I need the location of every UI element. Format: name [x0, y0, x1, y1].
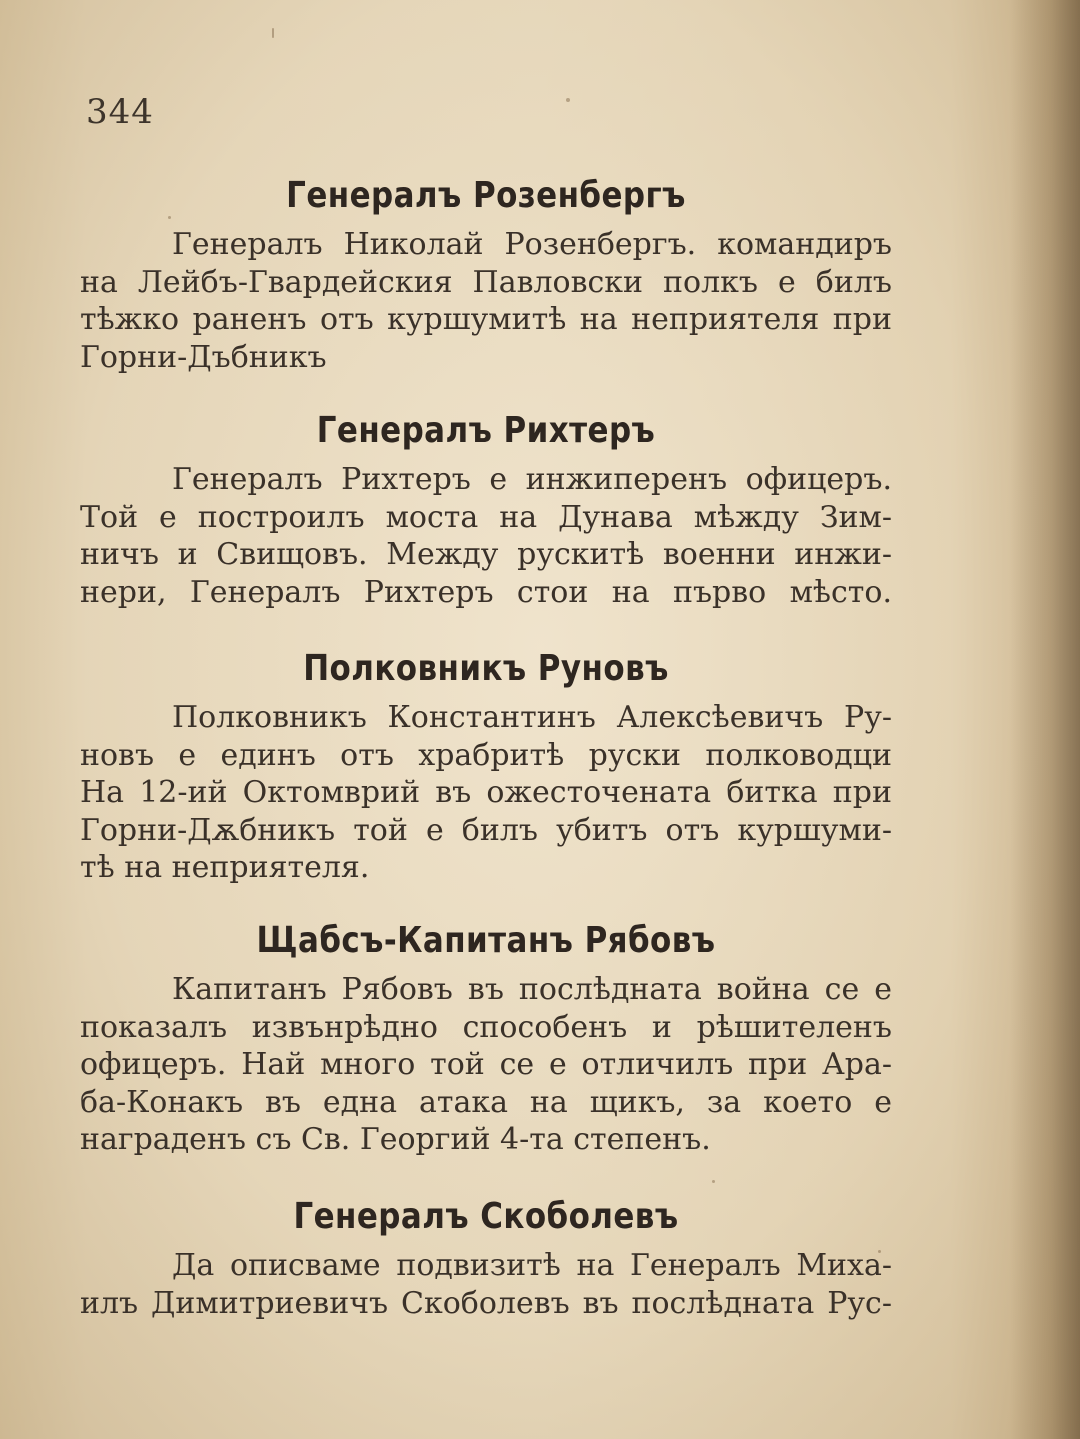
section-skobolev [80, 1196, 892, 1322]
text-line: Той е построилъ моста на Дунава мѣжду Зим- [80, 499, 892, 535]
section-runov [80, 648, 892, 887]
text-line: Горни-Дѫбникъ той е билъ убитъ отъ куршуми- [80, 812, 892, 848]
text-line: новъ е единъ отъ храбритѣ руски полководци [80, 737, 892, 773]
paper-speck [566, 98, 570, 102]
text-line: показалъ извънрѣдно способенъ и рѣшителенъ [80, 1009, 892, 1045]
text-line: офицеръ. Най много той се е отличилъ при Ара- [80, 1047, 892, 1082]
section-body [80, 226, 892, 376]
text-line: тѣжко раненъ отъ куршумитѣ на неприятеля при [80, 302, 892, 337]
page-edge-shadow [1010, 0, 1080, 1439]
section-body [80, 461, 892, 611]
text-line: ничъ и Свищовъ. Между рускитѣ военни инжи- [80, 537, 892, 572]
section-body [80, 699, 892, 887]
text-line: Генералъ Николай Розенбергъ. командиръ [172, 227, 892, 262]
text-line: Горни-Дъбникъ [80, 339, 327, 375]
section-heading: Генералъ Рихтеръ [316, 410, 656, 451]
section-heading: Щабсъ-Капитанъ Рябовъ [256, 920, 716, 961]
text-line: ба-Конакъ въ една атака на щикъ, за което е [80, 1084, 892, 1120]
paper-speck [272, 28, 274, 38]
section-body [80, 1247, 892, 1322]
text-line: илъ Димитриевичъ Скоболевъ въ послѣдната Рус- [80, 1285, 892, 1321]
text-line: на Лейбъ-Гвардейския Павловски полкъ е билъ [80, 264, 892, 300]
page-number: 344 [86, 92, 154, 132]
text-line: Генералъ Рихтеръ е инжиперенъ офицеръ. [172, 462, 892, 497]
section-body [80, 971, 892, 1159]
text-line: Полковникъ Константинъ Алексѣевичъ Ру- [172, 700, 892, 735]
paper-speck [712, 1180, 715, 1183]
section-heading: Генералъ Скоболевъ [293, 1196, 679, 1237]
text-line: награденъ съ Св. Георгий 4-та степенъ. [80, 1122, 711, 1157]
section-rikhter [80, 410, 892, 611]
section-ryabov [80, 920, 892, 1159]
text-line: Да описваме подвизитѣ на Генералъ Миха- [172, 1248, 892, 1283]
text-line: На 12-ий Октомврий въ ожесточената битка при [80, 775, 892, 810]
section-heading: Полковникъ Руновъ [303, 648, 669, 689]
text-line: Капитанъ Рябовъ въ послѣдната война се е [172, 972, 892, 1007]
text-line: нери, Генералъ Рихтеръ стои на първо мѣсто. [80, 574, 892, 610]
section-heading: Генералъ Розенбергъ [286, 175, 686, 216]
section-rozenberg [80, 175, 892, 376]
text-line: тѣ на неприятеля. [80, 850, 370, 885]
